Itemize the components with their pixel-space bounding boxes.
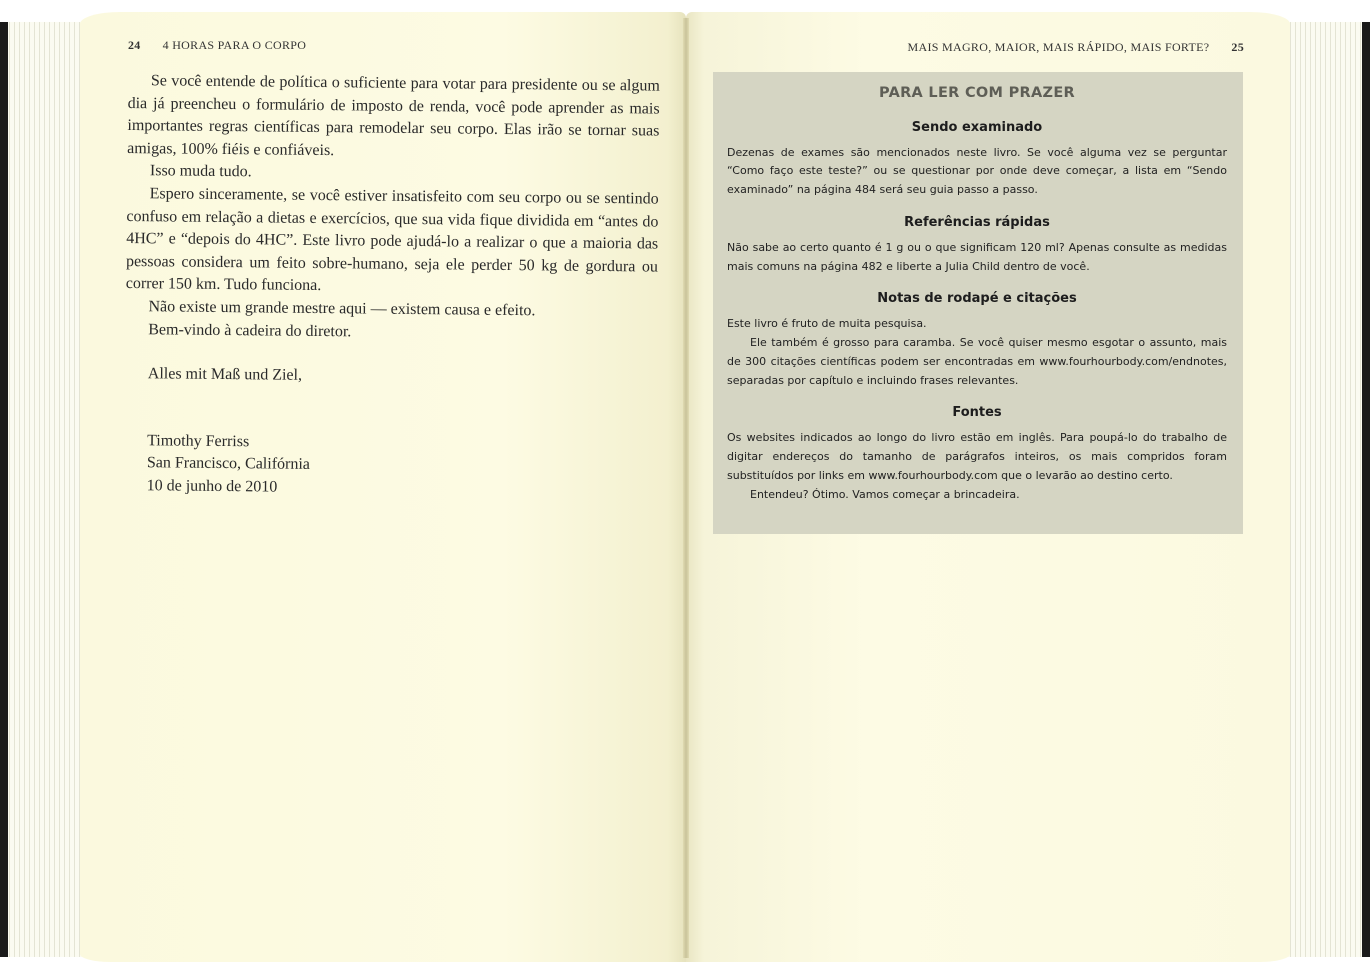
box-title: PARA LER COM PRAZER: [878, 85, 1076, 101]
paragraph: Bem-vindo à cadeira do diretor.: [148, 320, 352, 340]
box-section: [727, 404, 1227, 504]
section-heading: Fontes: [952, 405, 1002, 421]
right-header-title: MAIS MAGRO, MAIOR, MAIS RÁPIDO, MAIS FORTE?: [907, 40, 1210, 54]
paragraph: Não sabe ao certo quanto é 1 g ou o que significam 120 ml? Apenas consulte as medidas mais comuns na página 482 e liberte a Julia Child dentro de você.: [727, 240, 1227, 273]
paragraph: Se você entende de política o suficiente para votar para presidente ou se algum dia já preencheu o formulário de imposto de renda, você pode aprender as mais importantes regras científicas para remodelar seu corpo. Elas irão se tornar suas amigas, 100% fiéis e confiáveis.: [127, 72, 660, 159]
book-page-edges-left: [0, 22, 88, 957]
paragraph: Não existe um grande mestre aqui — existem causa e efeito.: [148, 298, 536, 320]
paragraph: Ele também é grosso para caramba. Se você quiser mesmo esgotar o assunto, mais de 300 citações científicas podem ser encontradas em www.fourhourbody.com/endnotes, separadas por capítulo e incluindo frases relevantes.: [727, 335, 1227, 387]
book-gutter: [683, 18, 689, 958]
left-running-header: [128, 38, 306, 53]
box-section: [727, 290, 1227, 390]
closing-line: Alles mit Maß und Ziel,: [147, 365, 303, 384]
box-section: [727, 119, 1227, 200]
left-header-title: 4 HORAS PARA O CORPO: [162, 38, 307, 52]
right-page-number: 25: [1231, 40, 1244, 54]
paragraph: Isso muda tudo.: [149, 162, 252, 181]
signature-place: San Francisco, Califórnia: [146, 454, 311, 474]
box-section: [727, 214, 1227, 276]
paragraph: Espero sinceramente, se você estiver insatisfeito com seu corpo ou se sentindo confuso em relação a dietas e exercícios, que sua vida fique dividida em “antes do 4HC” e “depois do 4HC”. Este livro pode ajudá-lo a realizar o que a maioria das pessoas considera um feito sobre-humano, seja ele perder 50 kg de gordura ou correr 150 km. Tudo funciona.: [125, 185, 659, 295]
section-heading: Notas de rodapé e citações: [877, 291, 1077, 307]
paragraph: Este livro é fruto de muita pesquisa.: [727, 317, 927, 331]
book-page-edges-right: [1288, 22, 1370, 957]
signature-date: 10 de junho de 2010: [146, 477, 278, 496]
paragraph: Dezenas de exames são mencionados neste livro. Se você alguma vez se perguntar “Como faço este teste?” ou se questionar por onde deve começar, a lista em “Sendo examinado” na página 484 será seu guia passo a passo.: [727, 145, 1227, 197]
right-running-header: [908, 40, 1244, 55]
left-page-number: 24: [128, 38, 141, 52]
left-page-body: [124, 70, 660, 503]
paragraph: Entendeu? Ótimo. Vamos começar a brincadeira.: [750, 487, 1020, 501]
section-heading: Sendo examinado: [911, 119, 1043, 135]
signature-name: Timothy Ferriss: [147, 431, 250, 451]
sidebar-box: [713, 72, 1243, 534]
paragraph: Os websites indicados ao longo do livro estão em inglês. Para poupá-lo do trabalho de digitar endereços do tamanho de parágrafos inteiros, os mais compridos foram substituídos por links em www.fourhourbody.com que o levarão ao destino certo.: [727, 431, 1227, 482]
section-heading: Referências rápidas: [904, 214, 1050, 230]
